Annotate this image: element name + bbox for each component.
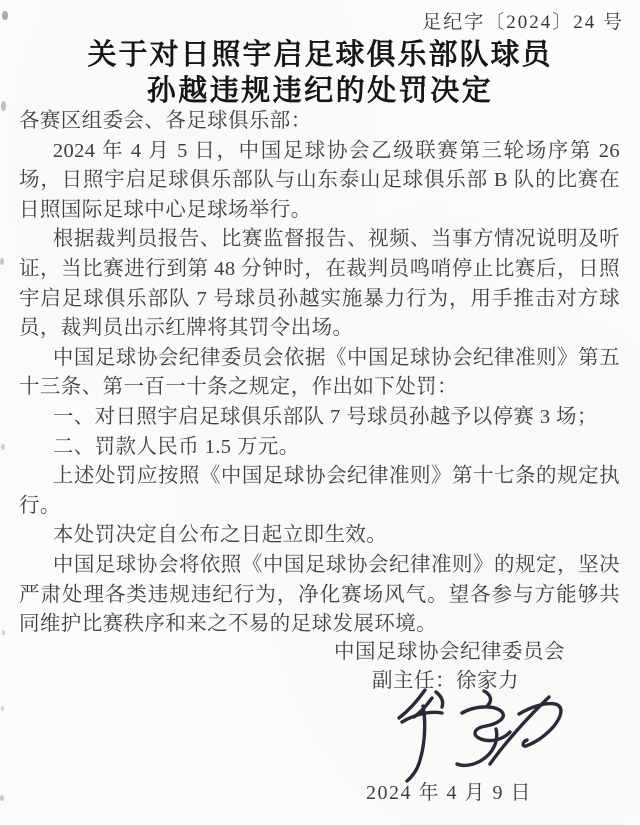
- scan-speck: [2, 630, 5, 635]
- scan-speck: [1, 706, 4, 711]
- paragraph-incident: 根据裁判员报告、比赛监督报告、视频、当事方情况说明及听证，当比赛进行到第 48 分钟时，在裁判员鸣哨停止比赛后，日照宇启足球俱乐部队 7 号球员孙越实施暴力行为，用手推击对方球员，裁判员出示红牌将其罚令出场。: [19, 228, 620, 340]
- scan-speck: [1, 444, 5, 450]
- scan-speck: [1, 101, 6, 111]
- paragraph-penalty-2: 二、罚款人民币 1.5 万元。: [52, 435, 300, 458]
- salutation: 各赛区组委会、各足球俱乐部：: [19, 110, 312, 132]
- scan-speck: [2, 11, 8, 20]
- handwritten-signature-icon: [392, 686, 588, 786]
- signoff-organization: 中国足球协会纪律委员会: [334, 641, 565, 663]
- doc-number: 足纪字〔2024〕24 号: [422, 12, 624, 33]
- paragraph-closing: 中国足球协会将依照《中国足球协会纪律准则》的规定，坚决严肃处理各类违规违纪行为，净化赛场风气。望各参与方能够共同维护比赛秩序和来之不易的足球发展环境。: [19, 553, 620, 636]
- paragraph-match-info: 2024 年 4 月 5 日，中国足球协会乙级联赛第三轮场序第 26 场，日照宇启足球俱乐部队与山东泰山足球俱乐部 B 队的比赛在日照国际足球中心足球场举行。: [19, 139, 620, 221]
- title-line-2: 孙越违规违纪的处罚决定: [146, 75, 494, 107]
- paragraph-effective: 本处罚决定自公布之日起立即生效。: [52, 524, 388, 547]
- scan-speck: [0, 795, 4, 801]
- paragraph-penalty-1: 一、对日照宇启足球俱乐部队 7 号球员孙越予以停赛 3 场；: [52, 405, 598, 428]
- signoff-signer-title: 副主任：徐家力: [372, 670, 519, 692]
- document-body: [19, 107, 620, 640]
- paragraph-execution: 上述处罚应按照《中国足球协会纪律准则》第十七条的规定执行。: [19, 465, 620, 517]
- signoff-date: 2024 年 4 月 9 日: [366, 782, 532, 804]
- paragraph-ruling-basis: 中国足球协会纪律委员会依据《中国足球协会纪律准则》第五十三条、第一百一十条之规定，作出如下处罚：: [19, 346, 620, 399]
- scan-speck: [0, 258, 4, 265]
- title-line-1: 关于对日照宇启足球俱乐部队球员: [87, 39, 553, 71]
- page-title: [0, 37, 640, 109]
